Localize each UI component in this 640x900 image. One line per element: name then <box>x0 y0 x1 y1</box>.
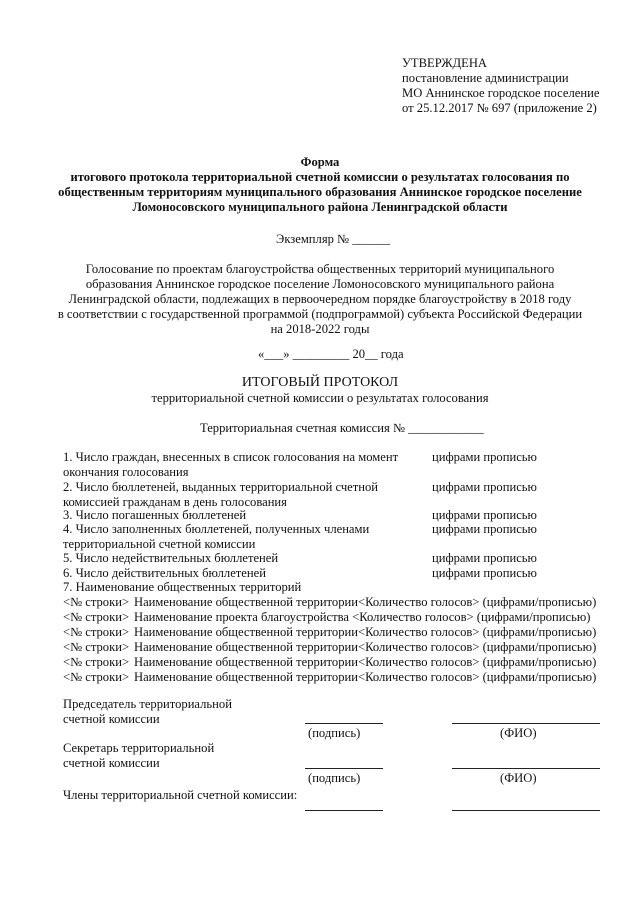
territory-row-number: <№ строки> <box>63 595 130 609</box>
approval-line: МО Аннинское городское поселение <box>402 86 600 100</box>
item-line: 3. Число погашенных бюллетеней <box>63 508 247 522</box>
secretary-signature-line <box>305 768 383 769</box>
chairman-fio-line <box>452 723 600 724</box>
item-line: 1. Число граждан, внесенных в список голосования на момент <box>63 450 399 464</box>
item-line: 2. Число бюллетеней, выданных территориальной счетной <box>63 480 379 494</box>
territory-row-text: Наименование проекта благоустройства <Количество голосов> (цифрами/прописью) <box>134 610 591 624</box>
fio-caption: (ФИО) <box>500 726 537 740</box>
secretary-fio-line <box>452 768 600 769</box>
form-title-line: Ломоносовского муниципального района Ленинградской области <box>132 200 508 214</box>
date-line: «___» _________ 20__ года <box>258 347 404 361</box>
territory-row-number: <№ строки> <box>63 670 130 684</box>
approval-line: от 25.12.2017 № 697 (приложение 2) <box>402 101 597 115</box>
form-heading: Форма <box>300 155 340 169</box>
description-line: в соответствии с государственной программой (подпрограммой) субъекта Российской Федерации <box>57 307 583 321</box>
territory-row-number: <№ строки> <box>63 610 130 624</box>
chairman-label: счетной комиссии <box>63 712 160 726</box>
description-line: Ленинградской области, подлежащих в первоочередном порядке благоустройству в 2018 году <box>68 292 572 306</box>
item-value: цифрами прописью <box>432 480 537 494</box>
chairman-label: Председатель территориальной <box>63 697 232 711</box>
members-signature-line <box>305 810 383 811</box>
form-title-line: общественным территориям муниципального образования Аннинское городское поселение <box>58 185 582 199</box>
item-line: территориальной счетной комиссии <box>63 537 256 551</box>
item-line: 5. Число недействительных бюллетеней <box>63 551 279 565</box>
territory-row-number: <№ строки> <box>63 640 130 654</box>
chairman-signature-line <box>305 723 383 724</box>
territory-row-text: Наименование общественной территории<Количество голосов> (цифрами/прописью) <box>134 640 597 654</box>
territories-heading: 7. Наименование общественных территорий <box>63 580 302 594</box>
territory-row-text: Наименование общественной территории<Количество голосов> (цифрами/прописью) <box>134 595 597 609</box>
item-value: цифрами прописью <box>432 450 537 464</box>
description-line: Голосование по проектам благоустройства общественных территорий муниципального <box>85 262 555 276</box>
item-line: 4. Число заполненных бюллетеней, полученных членами <box>63 522 370 536</box>
protocol-subtitle: территориальной счетной комиссии о результатах голосования <box>151 391 489 405</box>
secretary-label: счетной комиссии <box>63 756 160 770</box>
item-value: цифрами прописью <box>432 566 537 580</box>
territory-row-number: <№ строки> <box>63 655 130 669</box>
approval-line: постановление администрации <box>402 71 569 85</box>
territory-row-number: <№ строки> <box>63 625 130 639</box>
item-value: цифрами прописью <box>432 522 537 536</box>
form-title-line: итогового протокола территориальной счетной комиссии о результатах голосования по <box>70 170 570 184</box>
signature-caption: (подпись) <box>308 726 361 740</box>
copy-number: Экземпляр № ______ <box>276 232 391 246</box>
item-line: окончания голосования <box>63 465 189 479</box>
territory-row-text: Наименование общественной территории<Количество голосов> (цифрами/прописью) <box>134 670 597 684</box>
fio-caption: (ФИО) <box>500 771 537 785</box>
item-value: цифрами прописью <box>432 508 537 522</box>
item-line: 6. Число действительных бюллетеней <box>63 566 266 580</box>
secretary-label: Секретарь территориальной <box>63 741 215 755</box>
protocol-title: ИТОГОВЫЙ ПРОТОКОЛ <box>241 375 399 390</box>
signature-caption: (подпись) <box>308 771 361 785</box>
item-line: комиссией гражданам в день голосования <box>63 495 287 509</box>
approval-title: УТВЕРЖДЕНА <box>402 56 488 70</box>
commission-line: Территориальная счетная комиссия № ____________ <box>200 421 484 435</box>
territory-row-text: Наименование общественной территории<Количество голосов> (цифрами/прописью) <box>134 625 597 639</box>
description-line: образования Аннинское городское поселение Ломоносовского муниципального района <box>85 277 555 291</box>
description-line: на 2018-2022 годы <box>270 322 370 336</box>
territory-row-text: Наименование общественной территории<Количество голосов> (цифрами/прописью) <box>134 655 597 669</box>
members-label: Члены территориальной счетной комиссии: <box>63 788 298 802</box>
members-fio-line <box>452 810 600 811</box>
item-value: цифрами прописью <box>432 551 537 565</box>
